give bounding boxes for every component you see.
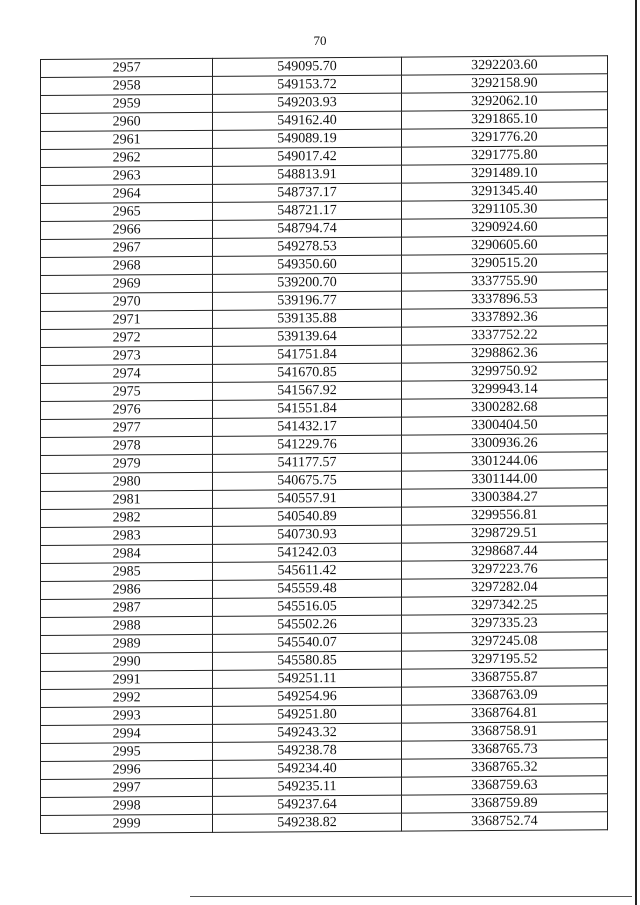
x-coordinate-cell: 545502.26 <box>213 615 401 634</box>
page-edge-line <box>635 0 637 905</box>
x-coordinate-cell: 549162.40 <box>213 111 401 130</box>
point-number-cell: 2997 <box>41 778 213 797</box>
y-coordinate-cell: 3337752.22 <box>401 326 607 345</box>
y-coordinate-cell: 3299556.81 <box>401 506 607 525</box>
y-coordinate-cell: 3297245.08 <box>401 632 607 651</box>
point-number-cell: 2966 <box>41 220 213 239</box>
y-coordinate-cell: 3297282.04 <box>401 578 607 597</box>
x-coordinate-cell: 549350.60 <box>213 255 401 274</box>
x-coordinate-cell: 545540.07 <box>213 633 401 652</box>
y-coordinate-cell: 3300282.68 <box>401 398 607 417</box>
y-coordinate-cell: 3368764.81 <box>401 704 607 723</box>
y-coordinate-cell: 3300404.50 <box>401 416 607 435</box>
x-coordinate-cell: 549243.32 <box>213 723 401 742</box>
x-coordinate-cell: 549095.70 <box>213 57 401 76</box>
point-number-cell: 2996 <box>41 760 213 779</box>
y-coordinate-cell: 3292062.10 <box>401 92 607 111</box>
y-coordinate-cell: 3292158.90 <box>401 74 607 93</box>
x-coordinate-cell: 539196.77 <box>213 291 401 310</box>
x-coordinate-cell: 549251.11 <box>213 669 401 688</box>
point-number-cell: 2977 <box>41 418 213 437</box>
table-row <box>41 812 608 834</box>
x-coordinate-cell: 549251.80 <box>213 705 401 724</box>
point-number-cell: 2972 <box>41 328 213 347</box>
y-coordinate-cell: 3298862.36 <box>401 344 607 363</box>
point-number-cell: 2988 <box>41 616 213 635</box>
point-number-cell: 2968 <box>41 256 213 275</box>
point-number-cell: 2979 <box>41 454 213 473</box>
point-number-cell: 2962 <box>41 148 213 167</box>
point-number-cell: 2957 <box>41 58 213 77</box>
x-coordinate-cell: 549203.93 <box>213 93 401 112</box>
y-coordinate-cell: 3300384.27 <box>401 488 607 507</box>
y-coordinate-cell: 3298687.44 <box>401 542 607 561</box>
y-coordinate-cell: 3290924.60 <box>401 218 607 237</box>
y-coordinate-cell: 3368765.73 <box>401 740 607 759</box>
point-number-cell: 2987 <box>41 598 213 617</box>
y-coordinate-cell: 3368763.09 <box>401 686 607 705</box>
x-coordinate-cell: 539135.88 <box>213 309 401 328</box>
x-coordinate-cell: 540557.91 <box>213 489 401 508</box>
y-coordinate-cell: 3368758.91 <box>401 722 607 741</box>
point-number-cell: 2994 <box>41 724 213 743</box>
point-number-cell: 2974 <box>41 364 213 383</box>
y-coordinate-cell: 3298729.51 <box>401 524 607 543</box>
x-coordinate-cell: 549153.72 <box>213 75 401 94</box>
point-number-cell: 2985 <box>41 562 213 581</box>
point-number-cell: 2980 <box>41 472 213 491</box>
y-coordinate-cell: 3291105.30 <box>401 200 607 219</box>
point-number-cell: 2991 <box>41 670 213 689</box>
point-number-cell: 2999 <box>41 814 213 833</box>
point-number-cell: 2961 <box>41 130 213 149</box>
x-coordinate-cell: 549237.64 <box>213 795 401 814</box>
y-coordinate-cell: 3291489.10 <box>401 164 607 183</box>
bottom-rule <box>190 896 632 897</box>
x-coordinate-cell: 541551.84 <box>213 399 401 418</box>
coordinates-table-body <box>41 56 608 834</box>
x-coordinate-cell: 548794.74 <box>213 219 401 238</box>
point-number-cell: 2983 <box>41 526 213 545</box>
point-number-cell: 2995 <box>41 742 213 761</box>
y-coordinate-cell: 3368752.74 <box>401 812 607 831</box>
point-number-cell: 2959 <box>41 94 213 113</box>
x-coordinate-cell: 541670.85 <box>213 363 401 382</box>
y-coordinate-cell: 3300936.26 <box>401 434 607 453</box>
x-coordinate-cell: 549017.42 <box>213 147 401 166</box>
y-coordinate-cell: 3297195.52 <box>401 650 607 669</box>
x-coordinate-cell: 540540.89 <box>213 507 401 526</box>
x-coordinate-cell: 549238.78 <box>213 741 401 760</box>
y-coordinate-cell: 3368765.32 <box>401 758 607 777</box>
point-number-cell: 2989 <box>41 634 213 653</box>
y-coordinate-cell: 3291345.40 <box>401 182 607 201</box>
y-coordinate-cell: 3291776.20 <box>401 128 607 147</box>
x-coordinate-cell: 539139.64 <box>213 327 401 346</box>
x-coordinate-cell: 548721.17 <box>213 201 401 220</box>
point-number-cell: 2960 <box>41 112 213 131</box>
point-number-cell: 2963 <box>41 166 213 185</box>
x-coordinate-cell: 541177.57 <box>213 453 401 472</box>
y-coordinate-cell: 3299750.92 <box>401 362 607 381</box>
x-coordinate-cell: 541432.17 <box>213 417 401 436</box>
point-number-cell: 2982 <box>41 508 213 527</box>
x-coordinate-cell: 548737.17 <box>213 183 401 202</box>
y-coordinate-cell: 3337892.36 <box>401 308 607 327</box>
point-number-cell: 2970 <box>41 292 213 311</box>
x-coordinate-cell: 545516.05 <box>213 597 401 616</box>
point-number-cell: 2976 <box>41 400 213 419</box>
y-coordinate-cell: 3290605.60 <box>401 236 607 255</box>
point-number-cell: 2971 <box>41 310 213 329</box>
y-coordinate-cell: 3297342.25 <box>401 596 607 615</box>
x-coordinate-cell: 540675.75 <box>213 471 401 490</box>
y-coordinate-cell: 3290515.20 <box>401 254 607 273</box>
y-coordinate-cell: 3291865.10 <box>401 110 607 129</box>
x-coordinate-cell: 545559.48 <box>213 579 401 598</box>
y-coordinate-cell: 3368759.63 <box>401 776 607 795</box>
y-coordinate-cell: 3301144.00 <box>401 470 607 489</box>
x-coordinate-cell: 541242.03 <box>213 543 401 562</box>
x-coordinate-cell: 549235.11 <box>213 777 401 796</box>
point-number-cell: 2958 <box>41 76 213 95</box>
point-number-cell: 2973 <box>41 346 213 365</box>
point-number-cell: 2984 <box>41 544 213 563</box>
point-number-cell: 2981 <box>41 490 213 509</box>
x-coordinate-cell: 539200.70 <box>213 273 401 292</box>
x-coordinate-cell: 541229.76 <box>213 435 401 454</box>
y-coordinate-cell: 3337896.53 <box>401 290 607 309</box>
x-coordinate-cell: 548813.91 <box>213 165 401 184</box>
point-number-cell: 2969 <box>41 274 213 293</box>
x-coordinate-cell: 549089.19 <box>213 129 401 148</box>
point-number-cell: 2978 <box>41 436 213 455</box>
point-number-cell: 2990 <box>41 652 213 671</box>
point-number-cell: 2986 <box>41 580 213 599</box>
y-coordinate-cell: 3368755.87 <box>401 668 607 687</box>
y-coordinate-cell: 3301244.06 <box>401 452 607 471</box>
y-coordinate-cell: 3337755.90 <box>401 272 607 291</box>
point-number-cell: 2965 <box>41 202 213 221</box>
point-number-cell: 2993 <box>41 706 213 725</box>
x-coordinate-cell: 549278.53 <box>213 237 401 256</box>
coordinates-table <box>40 55 608 834</box>
point-number-cell: 2998 <box>41 796 213 815</box>
x-coordinate-cell: 549234.40 <box>213 759 401 778</box>
y-coordinate-cell: 3368759.89 <box>401 794 607 813</box>
point-number-cell: 2992 <box>41 688 213 707</box>
y-coordinate-cell: 3292203.60 <box>401 56 607 75</box>
page-number: 70 <box>313 33 327 48</box>
x-coordinate-cell: 541751.84 <box>213 345 401 364</box>
y-coordinate-cell: 3299943.14 <box>401 380 607 399</box>
x-coordinate-cell: 549254.96 <box>213 687 401 706</box>
y-coordinate-cell: 3297223.76 <box>401 560 607 579</box>
x-coordinate-cell: 545611.42 <box>213 561 401 580</box>
x-coordinate-cell: 545580.85 <box>213 651 401 670</box>
point-number-cell: 2964 <box>41 184 213 203</box>
y-coordinate-cell: 3291775.80 <box>401 146 607 165</box>
x-coordinate-cell: 541567.92 <box>213 381 401 400</box>
point-number-cell: 2975 <box>41 382 213 401</box>
y-coordinate-cell: 3297335.23 <box>401 614 607 633</box>
x-coordinate-cell: 549238.82 <box>213 813 401 832</box>
x-coordinate-cell: 540730.93 <box>213 525 401 544</box>
point-number-cell: 2967 <box>41 238 213 257</box>
